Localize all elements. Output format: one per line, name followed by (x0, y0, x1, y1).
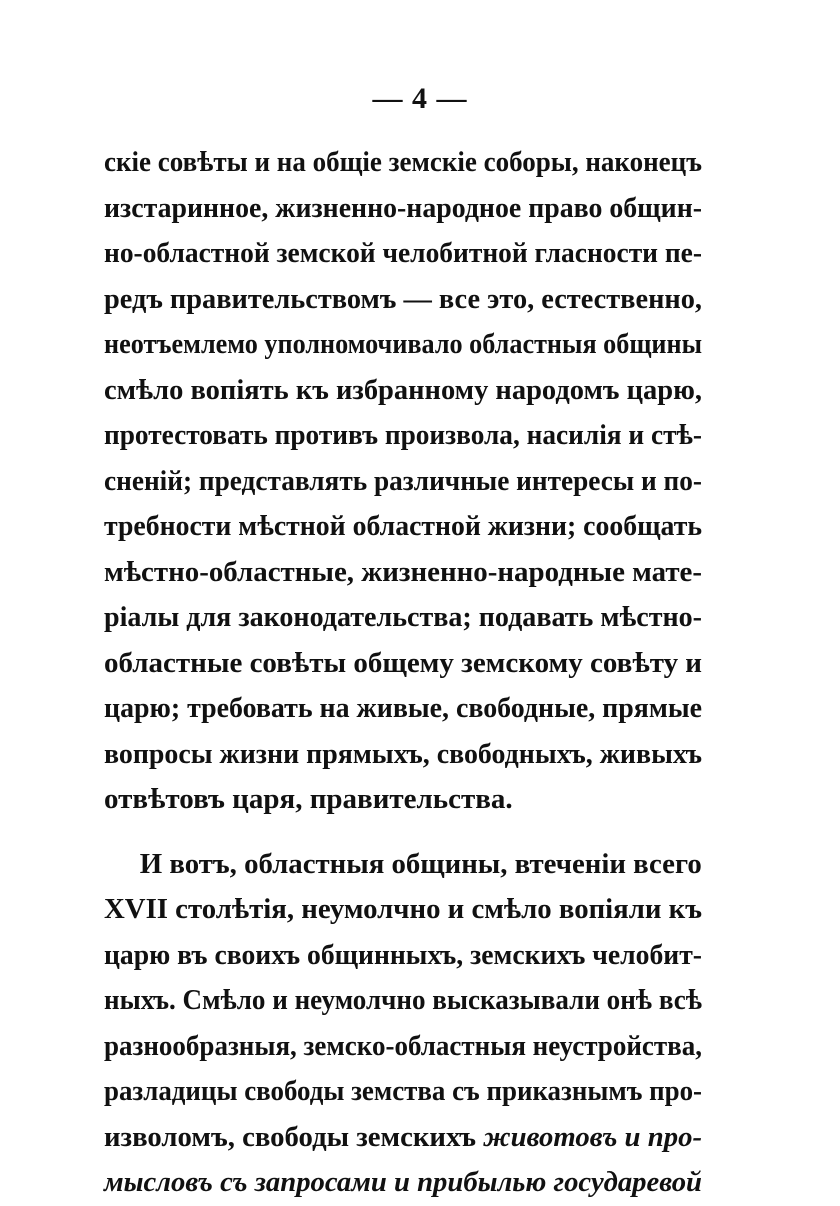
text-line: И вотъ, областныя общины, втеченіи всего (139, 847, 702, 880)
text-line: требности мѣстной областной жизни; сообщать (104, 510, 702, 542)
text-line: отвѣтовъ царя, правительства. (104, 783, 513, 815)
page-number: — 4 — (372, 82, 468, 115)
italic-text-span: животовъ и про- (483, 1120, 703, 1153)
text-line: мѣстно-областные, жизненно-народные мате- (104, 555, 702, 588)
text-line: скіе совѣты и на общіе земскіе соборы, наконецъ (104, 146, 702, 178)
text-line: протестовать противъ произвола, насилія и стѣ- (104, 419, 702, 451)
text-line: неотъемлемо уполномочивало областныя общины (104, 328, 703, 360)
paragraph-1 (104, 140, 702, 823)
text-line-italic: мысловъ съ запросами и прибылью государевой (104, 1166, 703, 1198)
text-line: сненій; представлять различные интересы и по- (104, 464, 703, 497)
body-text (104, 140, 702, 1206)
text-line: изстаринное, жизненно-народное право общин- (104, 191, 703, 224)
text-line: но-областной земской челобитной гласности пе- (104, 237, 703, 269)
text-line: разнообразныя, земско-областныя неустройства, (104, 1029, 702, 1062)
paragraph-2 (104, 842, 702, 1206)
text-line: XVII столѣтія, неумолчно и смѣло вопіяли къ (104, 893, 703, 925)
text-line: смѣло вопіять къ избранному народомъ царю, (104, 373, 702, 406)
text-line: ныхъ. Смѣло и неумолчно высказывали онѣ всѣ (104, 984, 703, 1016)
text-line: вопросы жизни прямыхъ, свободныхъ, живыхъ (104, 737, 703, 770)
text-line: разладицы свободы земства съ приказнымъ про- (104, 1075, 703, 1107)
paragraph-gap (104, 823, 702, 842)
text-line: царю; требовать на живые, свободные, прямые (104, 692, 703, 724)
text-line: царю въ своихъ общинныхъ, земскихъ челобит- (104, 938, 703, 971)
text-line-mixed (104, 1115, 703, 1161)
text-line: редъ правительствомъ — все это, естественно, (104, 282, 703, 315)
text-span: изволомъ, свободы земскихъ (104, 1120, 477, 1153)
text-line: областные совѣты общему земскому совѣту и (104, 646, 703, 679)
text-line: ріалы для законодательства; подавать мѣстно- (104, 601, 702, 633)
